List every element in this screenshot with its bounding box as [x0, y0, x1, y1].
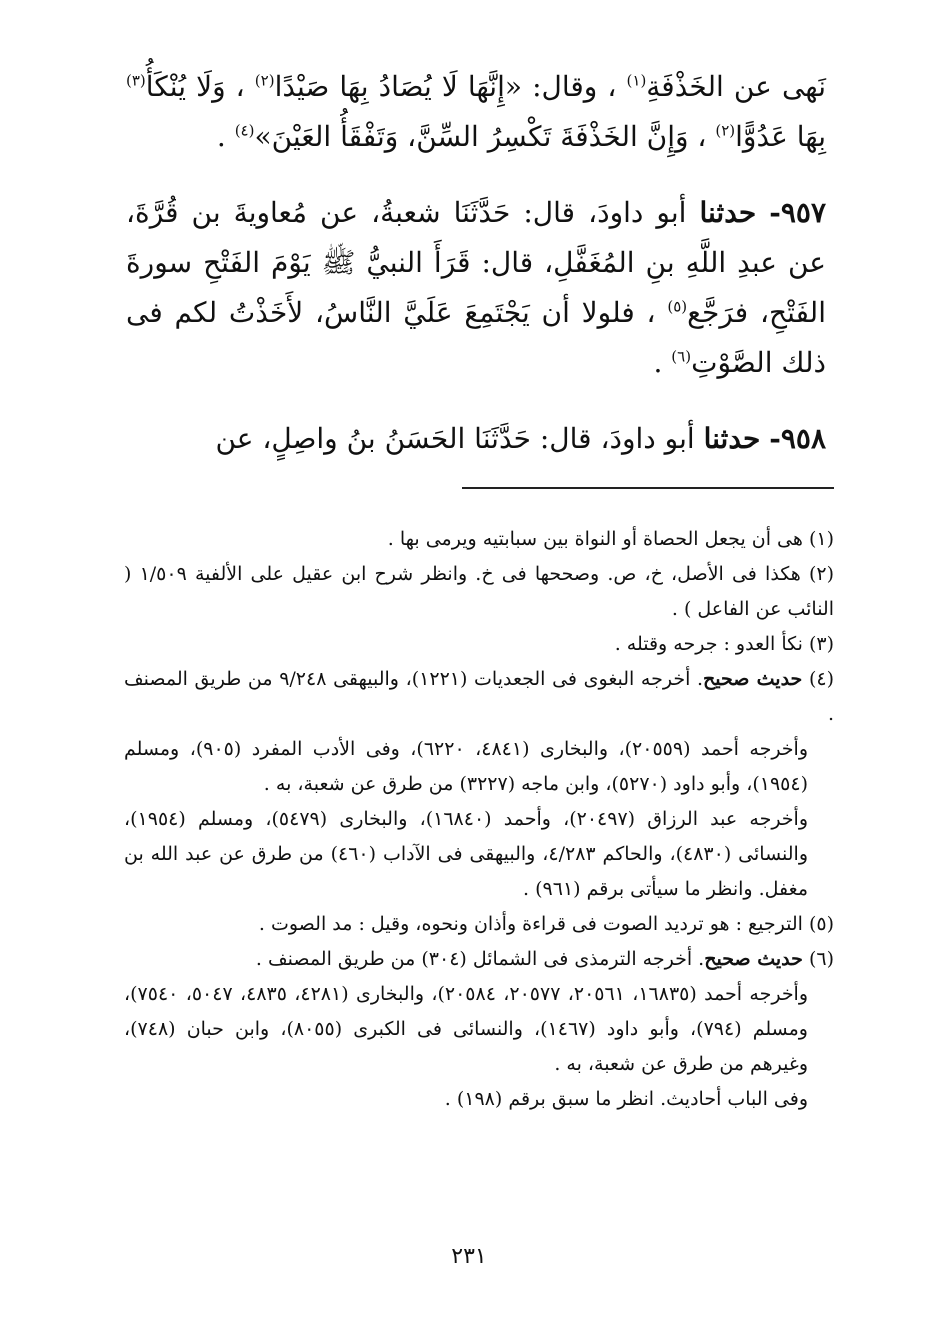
hadith-958 [126, 414, 826, 464]
hadith-text: أبو داودَ، قال: حَدَّثَنَا شعبةُ، عن مُعاويةَ بن قُرَّةَ، عن عبدِ اللَّهِ بنِ المُغَفَّلِ، قال: قَرَأَ النبيُّ ﷺ يَوْمَ الفَتْحِ سورةَ الفَتْحِ، فرَجَّع [126, 196, 826, 329]
text-run: نَهى عن الخَذْفَةِ [646, 70, 826, 103]
footnote-4-continuation: وأخرجه أحمد (٢٠٥٥٩)، والبخارى (٤٨٤١، ٦٢٢٠)، وفى الأدب المفرد (٩٠٥)، ومسلم (١٩٥٤)، وأبو داود (٥٢٧٠)، وابن ماجه (٣٢٢٧) من طرق عن شعبة، به . [124, 738, 809, 795]
footnote-3: (٣) نكأ العدو : جرحه وقتله . [614, 633, 834, 655]
hadith-label: حدثنا [699, 196, 757, 229]
paragraph-continuation [126, 62, 826, 162]
text-run: . [216, 120, 226, 153]
footnote-marker: (٥) [667, 297, 688, 316]
text-run: ، وَلَا يُنْكَأُ [145, 70, 245, 103]
footnote-4 [124, 662, 834, 732]
footnote-6 [124, 942, 834, 977]
footnote-text: . أخرجه البغوى فى الجعديات (١٢٢١)، والبيهقى ٩/٢٤٨ من طريق المصنف . [124, 668, 834, 725]
hadith-text: ، فلولا أن يَجْتَمِعَ عَلَيَّ النَّاسُ، لأَخَذْتُ لكم فى ذلك الصَّوْتِ [126, 296, 826, 379]
hadith-957 [126, 188, 826, 388]
footnote-6-continuation: وفى الباب أحاديث. انظر ما سبق برقم (١٩٨) . [444, 1088, 808, 1110]
footnote-marker: (٢) [715, 121, 736, 140]
footnote-marker: (٤) [234, 121, 255, 140]
text-run: . [653, 346, 663, 379]
footnote-1: (١) هى أن يجعل الحصاة أو النواة بين سبابتيه ويرمى بها . [387, 528, 834, 550]
grading-label: حديث صحيح [704, 948, 803, 970]
page-number: ٢٣١ [451, 1244, 487, 1269]
footnote-text: . أخرجه الترمذى فى الشمائل (٣٠٤) من طريق المصنف . [255, 948, 705, 970]
footnote-2: (٢) هكذا فى الأصل، خ، ص. وصححها فى خ. وانظر شرح ابن عقيل على الألفية ١/٥٠٩ ( النائب عن الفاعل ) . [124, 563, 835, 620]
hadith-label: حدثنا [703, 422, 761, 455]
footnote-number: (٦) [808, 948, 834, 970]
hadith-number: ٩٥٧- [769, 196, 827, 229]
text-run: ، وقال: «إِنَّهَا لَا يُصَادُ بِهَا صَيْدًا [274, 70, 617, 103]
footnote-6-continuation: وأخرجه أحمد (١٦٨٣٥، ٢٠٥٦١، ٢٠٥٧٧، ٢٠٥٨٤)، والبخارى (٤٢٨١، ٤٨٣٥، ٥٠٤٧، ٧٥٤٠)، ومسلم (٧٩٤)، وأبو داود (١٤٦٧)، والنسائى فى الكبرى (٨٠٥٥)، وابن حبان (٧٤٨)، وغيرهم من طرق عن شعبة، به . [124, 983, 809, 1075]
footnotes [124, 522, 834, 1117]
footnote-number: (٤) [808, 668, 834, 690]
footnote-divider [462, 487, 834, 489]
footnote-marker: (١) [626, 71, 647, 90]
footnote-marker: (٦) [671, 347, 692, 366]
footnote-marker: (٢) [254, 71, 275, 90]
text-run: ، وَإِنَّ الخَذْفَةَ تَكْسِرُ السِّنَّ، وَتَفْقَأُ العَيْنَ» [254, 120, 707, 153]
footnote-5: (٥) الترجيع : هو ترديد الصوت فى قراءة وأذان ونحوه، وقيل : مد الصوت . [258, 913, 834, 935]
text-run: بِهَا عَدُوًّا [735, 120, 826, 153]
main-text [126, 62, 826, 464]
hadith-text: أبو داودَ، قال: حَدَّثَنَا الحَسَنُ بنُ واصِلٍ، عن [215, 422, 695, 455]
footnote-marker: (٣) [126, 71, 146, 90]
hadith-number: ٩٥٨- [769, 422, 826, 455]
grading-label: حديث صحيح [703, 668, 803, 690]
footnote-4-continuation: وأخرجه عبد الرزاق (٢٠٤٩٧)، وأحمد (١٦٨٤٠)، والبخارى (٥٤٧٩)، ومسلم (١٩٥٤)، والنسائى (٤٨٣٠)، والحاكم ٤/٢٨٣، والبيهقى فى الآداب (٤٦٠) من طرق عن عبد الله بن مغفل. وانظر ما سيأتى برقم (٩٦١) . [124, 808, 809, 900]
